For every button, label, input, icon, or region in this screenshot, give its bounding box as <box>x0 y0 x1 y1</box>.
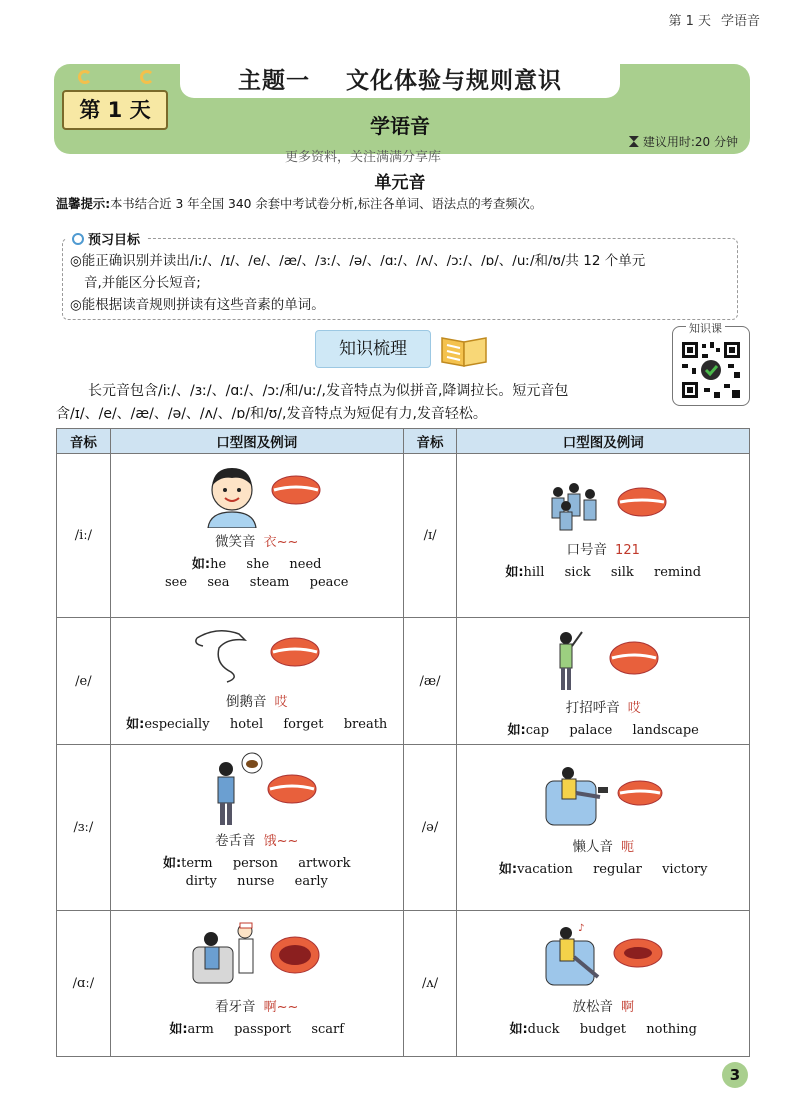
example-cell <box>110 454 403 618</box>
book-icon <box>438 330 490 368</box>
intro-line-2: 含/ɪ/、/e/、/æ/、/ə/、/ʌ/、/ɒ/和/ʊ/,发音特点为短促有力,发音轻松。 <box>56 406 487 422</box>
suggested-time <box>629 133 738 150</box>
running-header <box>668 10 760 29</box>
table-row <box>57 618 750 745</box>
lazy-sofa-illustration <box>538 757 668 833</box>
page-number: 3 <box>722 1062 748 1088</box>
phonetic-symbol: /ʌ/ <box>403 911 457 1057</box>
chanting-kids-illustration <box>538 468 668 536</box>
header-symbol-left: 音标 <box>57 429 111 454</box>
example-words: term person artwork <box>181 856 351 871</box>
day-badge: 第 1 天 <box>62 90 168 130</box>
example-words: duck budget nothing <box>527 1022 697 1037</box>
example-label: 如: <box>509 1022 528 1037</box>
example-words: cap palace landscape <box>525 723 699 738</box>
sound-hint: 哎 <box>274 695 288 710</box>
theme-title: 主题一 文化体验与规则意识 <box>237 68 563 94</box>
watermark: 更多资料，关注满满分享库 <box>285 150 442 165</box>
greeting-man-illustration <box>538 624 668 694</box>
tip <box>56 194 756 212</box>
phonetic-symbol: /æ/ <box>403 618 457 745</box>
goal-title-text: 预习目标 <box>88 233 141 248</box>
phonetic-symbol: /ɑː/ <box>57 911 111 1057</box>
goal-line-3: ◎能根据读音规则拼读有这些音素的单词。 <box>70 297 325 313</box>
example-label: 如: <box>505 565 524 580</box>
example-words-2: see sea steam peace <box>165 575 349 590</box>
vowel-table <box>56 428 750 1057</box>
sound-hint: 哎 <box>627 701 641 716</box>
sound-hint: 121 <box>615 543 640 558</box>
ring-icon <box>140 70 154 84</box>
table-row <box>57 911 750 1057</box>
intro-line-1: 长元音包含/iː/、/ɜː/、/ɑː/、/ɔː/和/uː/,发音特点为似拼音,降调拉长。短元音包 <box>88 383 569 399</box>
header-examples-left: 口型图及例词 <box>110 429 403 454</box>
example-cell <box>457 911 750 1057</box>
target-icon <box>72 233 84 245</box>
goal-line-2: 音,并能区分长短音; <box>84 275 201 291</box>
goal-line-1: ◎能正确识别并读出/iː/、/ɪ/、/e/、/æ/、/ɜː/、/ə/、/ɑː/、/ʌ/、/ɔː/、/ɒ/、/uː/和/ʊ/共 12 个单元 <box>70 253 646 269</box>
section-title: 单元音 <box>374 173 426 193</box>
sound-name: 看牙音 <box>215 999 256 1015</box>
goal-title <box>66 229 146 248</box>
lesson-title: 学语音 <box>370 114 430 138</box>
ring-icon <box>78 70 92 84</box>
sound-name: 懒人音 <box>572 839 613 855</box>
example-cell <box>110 911 403 1057</box>
phonetic-symbol: /ə/ <box>403 745 457 911</box>
hourglass-icon <box>629 136 639 147</box>
sound-name: 微笑音 <box>215 534 256 550</box>
sound-hint: 呃 <box>620 840 634 855</box>
sound-name: 卷舌音 <box>215 833 256 849</box>
example-cell <box>110 618 403 745</box>
phonetic-symbol: /e/ <box>57 618 111 745</box>
example-cell <box>110 745 403 911</box>
hungry-man-illustration <box>192 751 322 827</box>
running-header-section: 学语音 <box>720 14 760 29</box>
example-words: especially hotel forget breath <box>144 717 388 732</box>
suggested-time-text: 建议用时:20 分钟 <box>642 135 738 149</box>
tip-text: 本书结合近 3 年全国 340 余套中考试卷分析,标注各单词、语法点的考查频次。 <box>110 197 543 211</box>
relaxing-sofa-illustration <box>538 917 668 993</box>
example-words-2: dirty nurse early <box>185 874 328 889</box>
dentist-illustration <box>187 917 327 993</box>
phonetic-symbol: /ɪ/ <box>403 454 457 618</box>
example-cell <box>457 618 750 745</box>
example-cell <box>457 745 750 911</box>
header-symbol-right: 音标 <box>403 429 457 454</box>
example-cell <box>457 454 750 618</box>
sound-name: 打招呼音 <box>565 700 620 716</box>
sound-hint: 饿~~ <box>263 834 299 849</box>
header-examples-right: 口型图及例词 <box>457 429 750 454</box>
phonetic-symbol: /iː/ <box>57 454 111 618</box>
table-header-row <box>57 429 750 454</box>
knowledge-title: 知识梳理 <box>315 330 431 368</box>
table-row <box>57 745 750 911</box>
sound-name: 倒鹅音 <box>225 694 267 710</box>
example-label: 如: <box>162 856 182 871</box>
example-words: he she need <box>210 557 322 572</box>
example-words: vacation regular victory <box>517 862 708 877</box>
sound-name: 口号音 <box>566 542 608 558</box>
example-words: hill sick silk remind <box>523 565 702 580</box>
svg-text:♪: ♪ <box>578 923 585 934</box>
example-label: 如: <box>191 557 211 572</box>
example-label: 如: <box>126 717 145 732</box>
tip-label: 温馨提示: <box>56 197 111 211</box>
example-label: 如: <box>498 862 518 877</box>
example-words: arm passport scarf <box>187 1022 345 1037</box>
running-header-day: 第 1 天 <box>668 14 711 29</box>
sound-hint: 啊~~ <box>263 1000 299 1015</box>
qr-label: 知识课 <box>686 320 725 336</box>
sound-name: 放松音 <box>572 999 613 1015</box>
swan-illustration <box>187 624 327 688</box>
sound-hint: 啊 <box>620 1000 634 1015</box>
smiling-boy-illustration <box>192 460 322 528</box>
table-row <box>57 454 750 618</box>
example-label: 如: <box>169 1022 188 1037</box>
example-label: 如: <box>507 723 526 738</box>
phonetic-symbol: /ɜː/ <box>57 745 111 911</box>
sound-hint: 衣~~ <box>263 535 299 550</box>
